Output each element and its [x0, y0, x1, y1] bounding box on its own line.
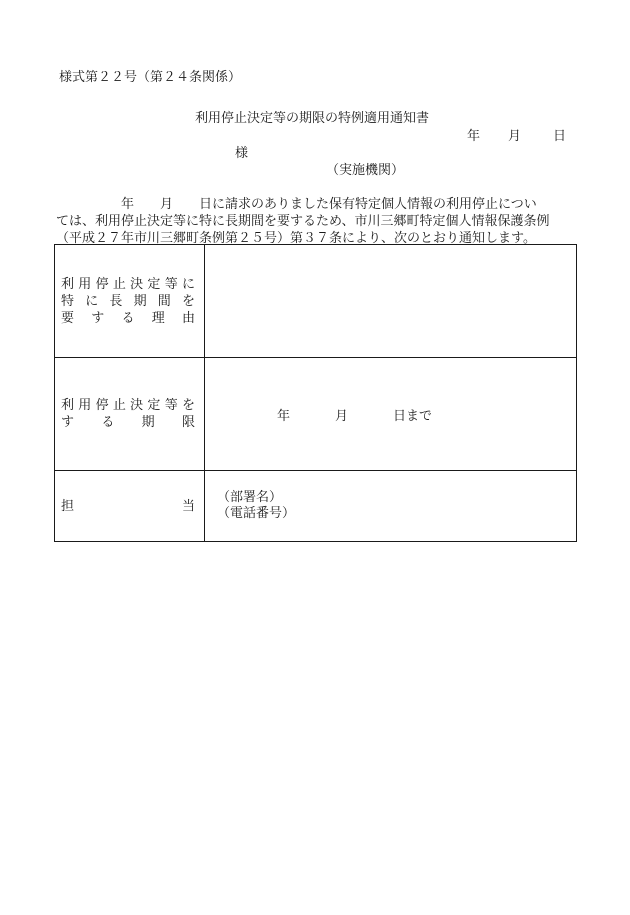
deadline-value-cell[interactable] [205, 358, 577, 471]
reason-label-line-1: 利用停止決定等に [61, 276, 195, 292]
reason-label-cell [55, 245, 205, 358]
date-line [467, 129, 566, 145]
contact-label: 担当 [61, 498, 195, 514]
date-month: 月 [508, 129, 522, 144]
date-year: 年 [467, 129, 481, 144]
notice-body [56, 196, 580, 247]
body-line-3: （平成２７年市川三郷町条例第２５号）第３７条により、次のとおり通知します。 [56, 231, 536, 246]
deadline-label-cell [55, 358, 205, 471]
form-number: 様式第２２号（第２４条関係） [59, 70, 242, 85]
deadline-until: 日まで [393, 408, 433, 424]
body-line-2: ては、利用停止決定等に特に長期間を要するため、市川三郷町特定個人情報保護条例 [56, 214, 550, 229]
issuer-line: （実施機関） [326, 163, 405, 178]
contact-label-cell [55, 471, 205, 542]
deadline-month: 月 [335, 408, 349, 424]
reason-value-cell[interactable] [205, 245, 577, 358]
notice-table [54, 244, 577, 542]
reason-label-line-3: 要する理由 [61, 310, 195, 326]
date-day: 日 [553, 129, 567, 144]
deadline-value [205, 405, 576, 424]
deadline-year: 年 [277, 408, 291, 424]
table-row-reason [55, 245, 577, 358]
contact-value [205, 490, 576, 522]
contact-value-cell[interactable] [205, 471, 577, 542]
contact-department: （部署名） [217, 490, 283, 505]
table-row-contact [55, 471, 577, 542]
reason-label-line-2: 特に長期間を [61, 293, 195, 309]
deadline-label-line-1: 利用停止決定等を [61, 398, 195, 413]
document-title: 利用停止決定等の期限の特例適用通知書 [195, 111, 430, 126]
deadline-label-line-2: する期限 [61, 415, 195, 430]
table-row-deadline [55, 358, 577, 471]
recipient-line: 様 [235, 146, 249, 161]
body-line-1: 年 月 日に請求のありました保有特定個人情報の利用停止につい [56, 197, 537, 212]
contact-phone: （電話番号） [217, 506, 296, 521]
